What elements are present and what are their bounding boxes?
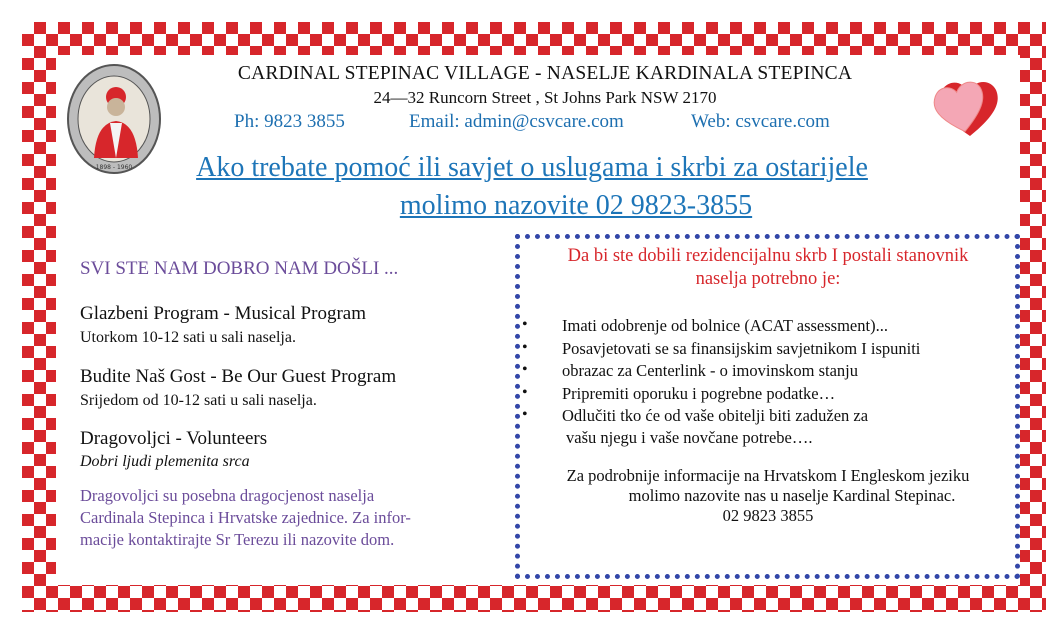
headline-line2: molimo nazovite 02 9823-3855 bbox=[399, 190, 753, 221]
list-item: Imati odobrenje od bolnice (ACAT assessment)... bbox=[562, 316, 888, 335]
box-footer-phone: 02 9823 3855 bbox=[722, 506, 814, 525]
list-item: Odlučiti tko će od vaše obitelji biti zadužen za bbox=[562, 406, 869, 425]
volunteers-note-line: Dragovoljci su posebna dragocjenost naselja bbox=[80, 486, 375, 505]
program-detail: Srijedom od 10-12 sati u sali naselja. bbox=[80, 392, 317, 409]
bullet-icon: • bbox=[522, 316, 528, 333]
welcome-text: SVI STE NAM DOBRO NAM DOŠLI ... bbox=[80, 258, 399, 279]
box-footer-line: molimo nazovite nas u naselje Kardinal Stepinac. bbox=[628, 486, 956, 505]
box-title-line: Da bi ste dobili rezidencijalnu skrb I postali stanovnik bbox=[567, 246, 969, 266]
list-item-continuation: vašu njegu i vaše novčane potrebe…. bbox=[566, 428, 813, 447]
list-item: Posavjetovati se sa finansijskim savjetnikom I ispuniti bbox=[562, 339, 921, 358]
bullet-icon: • bbox=[522, 361, 528, 378]
list-item: Pripremiti oporuku i pogrebne podatke… bbox=[562, 384, 836, 403]
program-title: Dragovoljci - Volunteers bbox=[80, 428, 268, 449]
headline-line1: Ako trebate pomoć ili savjet o uslugama i skrbi za ostarijele bbox=[196, 152, 868, 183]
program-title: Budite Naš Gost - Be Our Guest Program bbox=[80, 366, 397, 387]
box-title bbox=[518, 245, 1018, 291]
bullet-icon: • bbox=[522, 384, 528, 401]
header-phone: Ph: 9823 3855 bbox=[234, 111, 345, 132]
bullet-icon: • bbox=[522, 406, 528, 423]
header-email[interactable]: Email: admin@csvcare.com bbox=[409, 111, 624, 132]
heart-icon bbox=[930, 72, 1002, 142]
logo-years: 1898 - 1960 bbox=[95, 164, 133, 171]
bullet-icon: • bbox=[522, 339, 528, 356]
header-title: CARDINAL STEPINAC VILLAGE - NASELJE KARDINALA STEPINCA bbox=[237, 63, 853, 84]
program-title: Glazbeni Program - Musical Program bbox=[80, 303, 366, 324]
volunteers-note-line: Cardinala Stepinca i Hrvatske zajednice. Za infor- bbox=[80, 508, 411, 527]
header-address: 24—32 Runcorn Street , St Johns Park NSW 2170 bbox=[373, 88, 717, 107]
list-item: obrazac za Centerlink - o imovinskom stanju bbox=[562, 361, 859, 380]
program-detail: Utorkom 10-12 sati u sali naselja. bbox=[80, 329, 296, 346]
program-detail: Dobri ljudi plemenita srca bbox=[80, 453, 250, 470]
volunteers-note-line: macije kontaktirajte Sr Terezu ili nazovite dom. bbox=[80, 530, 395, 549]
box-footer-line: Za podrobnije informacije na Hrvatskom I Engleskom jeziku bbox=[566, 466, 970, 485]
header-web[interactable]: Web: csvcare.com bbox=[691, 111, 830, 132]
box-title-line: naselja potrebno je: bbox=[695, 269, 841, 289]
